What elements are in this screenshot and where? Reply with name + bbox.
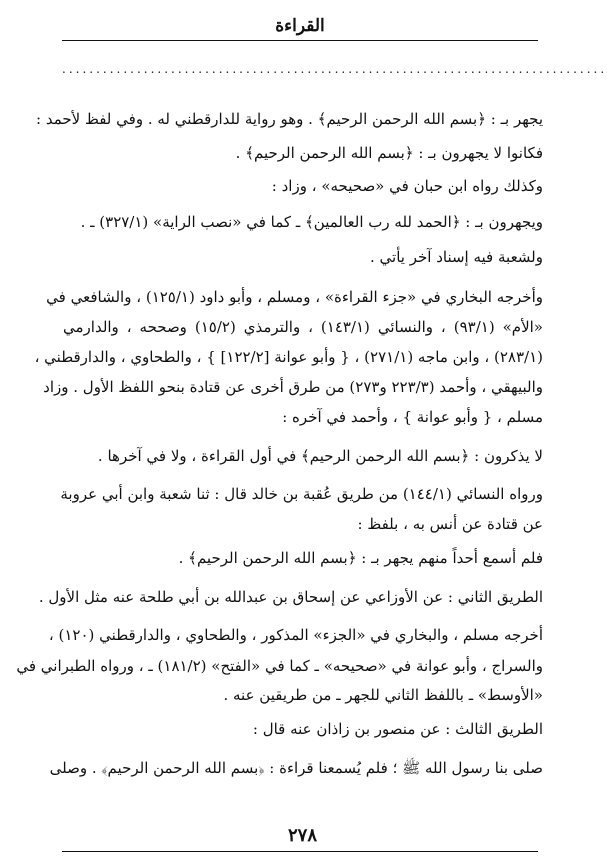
text-line: ولشعبة فيه إسناد آخر يأتي . bbox=[370, 248, 543, 266]
footer-rule bbox=[62, 851, 538, 852]
text-line: أخرجه مسلم ، والبخاري في «الجزء» المذكور ، والطحاوي ، والدارقطني (١٢٠) ، bbox=[48, 626, 543, 644]
text-line: «الأم» (٩٣/١) ، والنسائي (١٤٣/١) ، والترمذي (١٥/٢) وصححه ، والدارمي bbox=[63, 318, 543, 336]
text-line: لا يذكرون : ﴿بسم الله الرحمن الرحيم﴾ في أول القراءة ، ولا في آخرها . bbox=[97, 447, 543, 465]
text-line: الطريق الثاني : عن الأوزاعي عن إسحاق بن عبدالله بن أبي طلحة عنه مثل الأول . bbox=[38, 588, 543, 606]
text-line: وأخرجه البخاري في «جزء القراءة» ، ومسلم ، وأبو داود (١٢٥/١) ، والشافعي في bbox=[46, 288, 543, 306]
text-line: ورواه النسائي (١٤٤/١) من طريق عُقبة بن خالد قال : ثنا شعبة وابن أبي عروبة bbox=[60, 485, 543, 503]
running-header: القراءة bbox=[275, 16, 325, 36]
text-line: عن قتادة عن أنس به ، بلفظ : bbox=[357, 515, 543, 533]
text-line: ويجهرون بـ : ﴿الحمد لله رب العالمين﴾ ـ كما في «نصب الراية» (٣٢٧/١) ـ . bbox=[80, 213, 543, 231]
page-number: ٢٧٨ bbox=[287, 825, 317, 846]
text-line: فكانوا لا يجهرون بـ : ﴿بسم الله الرحمن الرحيم﴾ . bbox=[235, 144, 543, 162]
text-line: يجهر بـ : ﴿بسم الله الرحمن الرحيم﴾ . وهو رواية للدارقطني له . وفي لفظ لأحمد : bbox=[36, 110, 543, 128]
text-line: والسراج ، وأبو عوانة في «صحيحه» ـ كما في «الفتح» (١٨١/٢) ـ ، ورواه الطبراني في bbox=[16, 657, 543, 675]
text-line: الطريق الثالث : عن منصور بن زاذان عنه قال : bbox=[252, 720, 543, 738]
header-rule bbox=[62, 40, 538, 41]
dotted-separator: ................................................................................ bbox=[62, 62, 607, 76]
text-line: «الأوسط» ـ باللفظ الثاني للجهر ـ من طريقين عنه . bbox=[223, 686, 543, 704]
text-line: وكذلك رواه ابن حبان في «صحيحه» ، وزاد : bbox=[271, 177, 543, 195]
text-line: مسلم ، { وأبو عوانة } ، وأحمد في آخره : bbox=[282, 408, 543, 426]
text-line: والبيهقي ، وأحمد (٢٢٣/٣ و٢٧٣) من طرق أخرى عن قتادة بنحو اللفظ الأول . وزاد bbox=[43, 378, 543, 396]
text-line: صلى بنا رسول الله ﷺ ؛ فلم يُسمعنا قراءة : ﴿بسم الله الرحمن الرحيم﴾ . وصلى bbox=[49, 759, 543, 777]
text-line: فلم أسمع أحداً منهم يجهر بـ : ﴿بسم الله الرحمن الرحيم﴾ . bbox=[178, 549, 543, 567]
text-line: (٢٨٣/١) ، وابن ماجه (٢٧١/١) ، { وأبو عوانة [١٢٢/٢] } ، والطحاوي ، والدارقطني ، bbox=[34, 348, 543, 366]
